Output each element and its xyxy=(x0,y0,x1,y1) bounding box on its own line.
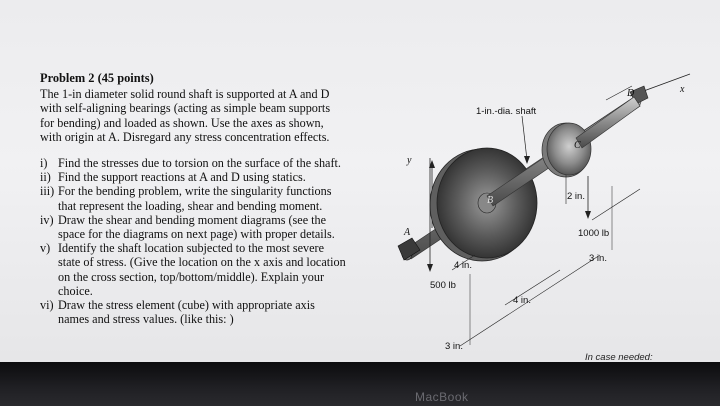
question-line: For the bending problem, write the singularity functions xyxy=(58,184,332,199)
point-d-label: D xyxy=(627,88,635,99)
intro-line: with self-aligning bearings (acting as simple beam supports xyxy=(40,101,331,116)
dim-4in-left-label: 4 in. xyxy=(454,260,472,271)
question-line: names and stress values. (like this: ) xyxy=(58,312,234,327)
question-line: space for the diagrams on next page) with proper details. xyxy=(58,227,335,242)
question-line: state of stress. (Give the location on the x axis and location xyxy=(58,255,346,270)
load-500-arrow-icon xyxy=(427,264,433,272)
intro-line: for bending) and loaded as shown. Use the axes as shown, xyxy=(40,115,324,130)
point-c-label: C xyxy=(574,140,581,151)
y-axis-label: y xyxy=(407,155,412,166)
load-1000-arrow-icon xyxy=(585,211,591,219)
question-number: iv) xyxy=(40,212,54,227)
question-line: Find the stresses due to torsion on the surface of the shaft. xyxy=(58,156,341,171)
x-axis-label: x xyxy=(680,84,685,95)
pulley-c xyxy=(542,123,591,177)
pulley-b xyxy=(430,148,537,261)
question-number: vi) xyxy=(40,298,54,313)
question-line: Find the support reactions at A and D using statics. xyxy=(58,170,306,185)
shaft-label: 1-in.-dia. shaft xyxy=(476,106,537,117)
shaft-leader-line xyxy=(522,116,527,160)
load-500-label: 500 lb xyxy=(430,280,456,291)
question-line: Draw the stress element (cube) with appropriate axis xyxy=(58,298,315,313)
dim-3in-bottom-label: 3 in. xyxy=(445,341,463,352)
cut-off-text: In case needed: xyxy=(585,352,653,362)
dim-line-right xyxy=(592,189,640,220)
point-a-label: A xyxy=(404,227,411,238)
intro-line: with origin at A. Disregard any stress concentration effects. xyxy=(40,129,330,144)
question-line: on the cross section, top/bottom/middle). Explain your xyxy=(58,269,325,284)
dim-2in-label: 2 in. xyxy=(567,191,585,202)
question-line: that represent the loading, shear and bending moment. xyxy=(58,198,323,213)
load-1000-label: 1000 lb xyxy=(578,228,610,239)
question-line: Identify the shaft location subjected to the most severe xyxy=(58,241,325,256)
point-b-label: B xyxy=(487,195,494,206)
problem-title: Problem 2 (45 points) xyxy=(40,71,154,85)
laptop-bezel xyxy=(0,362,720,406)
question-number: ii) xyxy=(40,170,51,185)
dim-4in-right-label: 4 in. xyxy=(513,295,531,306)
question-line: choice. xyxy=(58,283,93,298)
laptop-brand-label: MacBook xyxy=(415,390,469,404)
question-number: v) xyxy=(40,241,51,256)
question-number: iii) xyxy=(40,184,55,199)
intro-line: The 1-in diameter solid round shaft is supported at A and D xyxy=(40,87,330,102)
question-number: i) xyxy=(40,156,48,171)
question-line: Draw the shear and bending moment diagrams (see the xyxy=(58,212,327,227)
dim-3in-right-label: 3 in. xyxy=(589,253,607,264)
